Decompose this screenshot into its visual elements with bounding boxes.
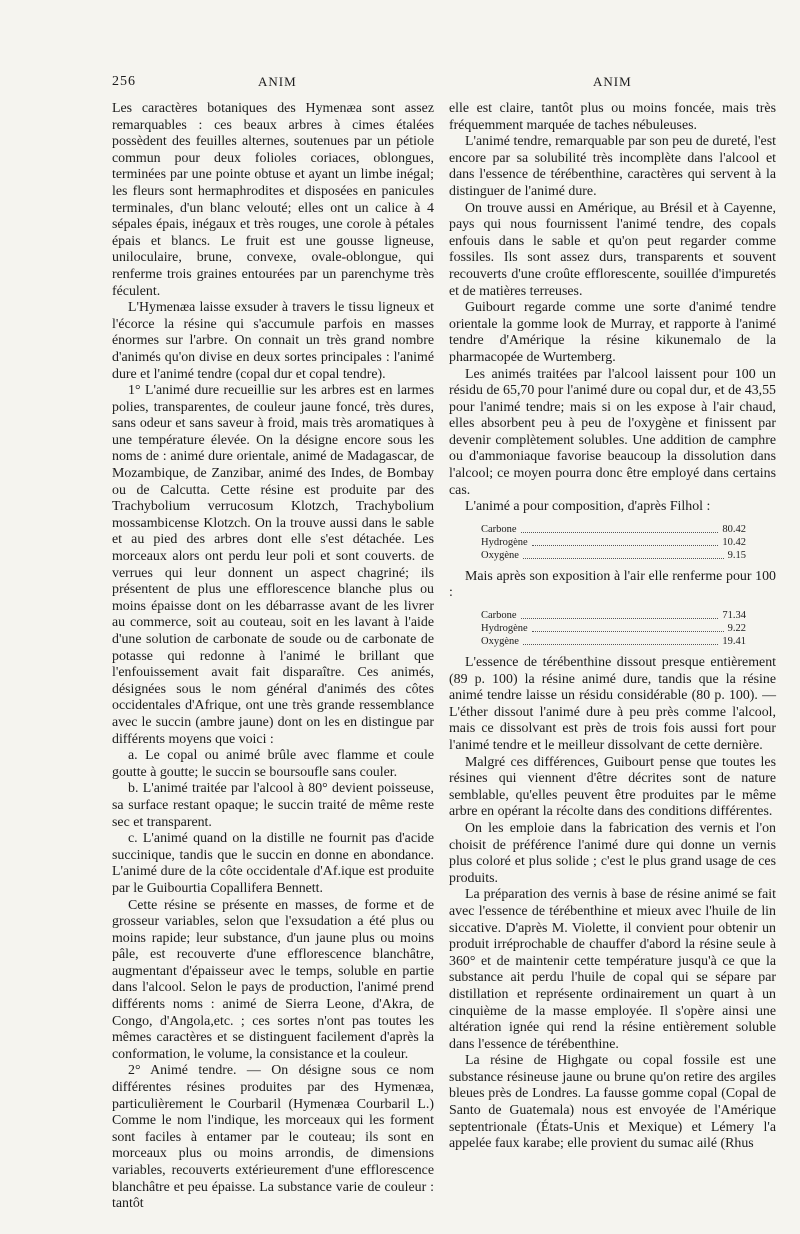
element-value: 10.42 [722, 536, 746, 548]
running-head-left: ANIM [258, 74, 297, 89]
page-number: 256 [112, 74, 136, 89]
element-value: 80.42 [722, 523, 746, 535]
paragraph: Les animés traitées par l'alcool laissent pour 100 un résidu de 65,70 pour l'animé dure ou copal dur, et de 43,55 pour l'animé tendre; mais si on les expose à l'air chaud, elles absorbent peu à peu de l'oxygène et finissent par devenir complètement solubles. Une addition de camphre ou d'ammoniaque favorise beaucoup la dissolution dans l'alcool; ce moyen pourra donc être employé dans certains cas. [449, 366, 776, 498]
paragraph: 2° Animé tendre. — On désigne sous ce nom différentes résines produites par des Hymenæa, particulièrement le Courbaril (Hymenæa Courbaril L.) Comme le nom l'indique, les morceaux qui les forment sont faciles à entamer par le couteau; ils sont en morceaux plus ou moins arrondis, de dimensions variables, recouverts extérieurement d'une efflorescence blanchâtre et peu épaisse. La substance varie de couleur : tantôt [112, 1063, 434, 1212]
element-label: Oxygène [481, 549, 519, 561]
left-column [112, 101, 434, 1213]
paragraph: c. L'animé quand on la distille ne fournit pas d'acide succinique, tandis que le succin en donne en abondance. L'animé dure de la côte occidentale d'Af.ique est produite par le Guibourtia Copallifera Bennett. [112, 831, 434, 896]
element-value: 19.41 [722, 636, 746, 648]
paragraph: Les caractères botaniques des Hymenæa sont assez remarquables : ces beaux arbres à cimes étalées possèdent des feuilles alternes, soutenues par un pétiole commun pour deux folioles coriaces, oblongues, terminées par une pointe obtuse et ayant un limbe inégal; les fleurs sont hermaphrodites et disposées en panicules terminales, d'un blanc velouté; elles ont un calice à 4 sépales épais, inégaux et très rouges, une corole à pétales épais et blancs. Le fruit est une gousse ligneuse, uniloculaire, brune, convexe, ovale-oblongue, qui renferme trois graines entourées par un parenchyme très féculent. [112, 101, 434, 299]
paragraph: On les emploie dans la fabrication des vernis et l'on choisit de préférence l'animé dure qui donne un vernis plus coloré et plus solide ; c'est le plus grand usage de ces produits. [449, 820, 776, 886]
leader-dots [521, 523, 719, 533]
paragraph: Guibourt regarde comme une sorte d'animé tendre orientale la gomme look de Murray, et rapporte à l'animé tendre d'Amérique la résine kikunemalo de la pharmacopée de Wurtemberg. [449, 300, 776, 365]
element-value: 71.34 [722, 610, 746, 622]
composition-row [481, 609, 746, 622]
leader-dots [532, 536, 719, 546]
element-label: Carbone [481, 610, 517, 622]
leader-dots [532, 622, 724, 632]
leader-dots [521, 609, 719, 619]
element-label: Oxygène [481, 636, 519, 648]
composition-row [481, 523, 746, 536]
paragraph: 1° L'animé dure recueillie sur les arbres est en larmes polies, transparentes, de couleur jaune foncé, très dures, sans odeur et sans saveur à froid, mais très aromatiques à une température élevée. On la désigne encore sous les noms de : animé dure orientale, animé de Madagascar, de Mozambique, de Zanzibar, animé des Indes, de Bombay ou de Calcutta. Cette résine est produite par des Trachybolium verrucosum Klotzch, Trachybolium mossambicense Klotzch. On la trouve aussi dans le sable et au pied des arbres dont elle s'est détachée. Les morceaux alors ont perdu leur poli et sont couverts. de verrues qui leur donnent un aspect chagriné; ils présentent de plus une efflorescence blanche plus ou moins épaisse dont on les débarrasse avant de les livrer au commerce, soit au couteau, soit en les lavant à l'aide d'une solution de carbonate de soude ou de carbonate de potasse qui redonne à l'animé le brillant que l'enfouissement avait fait disparaître. Ces animés, désignées sous le nom général d'animés des côtes occidentales d'Afrique, ont une très grande ressemblance avec le succin (ambre jaune) dont on les en distingue par différents moyens que voici : [112, 383, 434, 747]
composition-row [481, 622, 746, 635]
paragraph: L'animé tendre, remarquable par son peu de dureté, l'est encore par sa solubilité très incomplète dans l'alcool et dans l'essence de térébenthine, caractères qui servent à la distinguer de l'animé dure. [449, 134, 776, 199]
leader-dots [523, 635, 718, 645]
paragraph: Mais après son exposition à l'air elle renferme pour 100 : [449, 568, 776, 601]
page-header [0, 74, 800, 94]
paragraph: La résine de Highgate ou copal fossile est une substance résineuse jaune ou brune qu'on retire des argiles bleues près de Londres. La fausse gomme copal (Copal de Santo de Guatemala) nous est envoyée de l'Amérique septentrionale (États-Unis et Mexique) et Lémery l'a appelée faux karabe; elle provient du sumac ailé (Rhus [449, 1053, 776, 1152]
paragraph: Cette résine se présente en masses, de forme et de grosseur variables, selon que l'exsudation a été plus ou moins rapide; leur substance, d'un jaune plus ou moins pâle, est recouverte d'une efflorescence blanchâtre, augmentant d'épaisseur avec le temps, soluble en partie dans l'alcool. Selon le pays de production, l'animé prend différents noms : animé de Sierra Leone, d'Akra, de Congo, d'Angola,etc. ; ces sortes n'ont pas toutes les mêmes caractères et se distinguent facilement d'après la conformation, le volume, la consistance et la couleur. [112, 897, 434, 1062]
composition-row [481, 549, 746, 562]
paragraph: L'essence de térébenthine dissout presque entièrement (89 p. 100) la résine animé dure, tandis que la résine animé tendre laisse un résidu considérable (80 p. 100). — L'éther dissout l'animé dure à peu près comme l'alcool, mais ce dissolvant est près de trois fois aussi fort pour l'animé tendre et le meilleur dissolvant de cette dernière. [449, 655, 776, 753]
element-value: 9.15 [727, 549, 746, 561]
element-label: Hydrogène [481, 536, 528, 548]
composition-table-2 [481, 609, 746, 648]
paragraph: b. L'animé traitée par l'alcool à 80° devient poisseuse, sa surface restant opaque; le succin traité de même reste sec et transparent. [112, 781, 434, 830]
paragraph: elle est claire, tantôt plus ou moins foncée, mais très fréquemment marquée de taches nébuleuses. [449, 101, 776, 133]
paragraph: L'animé a pour composition, d'après Filhol : [465, 499, 711, 515]
paragraph: a. Le copal ou animé brûle avec flamme et coule goutte à goutte; le succin se boursoufle sans couler. [112, 748, 434, 780]
composition-row [481, 536, 746, 549]
paragraph: L'Hymenæa laisse exsuder à travers le tissu ligneux et l'écorce la résine qui s'accumule parfois en masses énormes sur l'arbre. On connait un très grand nombre d'animés qu'on divise en deux sortes principales : l'animé dure et l'animé tendre (copal dur et copal tendre). [112, 300, 434, 382]
paragraph: On trouve aussi en Amérique, au Brésil et à Cayenne, pays qui nous fournissent l'animé tendre, des copals enfouis dans le sable et qu'on peut regarder comme fossiles. Ils sont assez durs, transparents et souvent recouverts d'une croûte efflorescente, souillée d'impuretés et de matières terreuses. [449, 200, 776, 299]
element-label: Carbone [481, 523, 517, 535]
composition-row [481, 635, 746, 648]
element-value: 9.22 [727, 623, 746, 635]
composition-table-1 [481, 523, 746, 562]
paragraph: La préparation des vernis à base de résine animé se fait avec l'essence de térébenthine et mieux avec l'huile de lin siccative. D'après M. Violette, il convient pour obtenir un produit irréprochable de chauffer d'abord la résine seule à 360° et de maintenir cette température jusqu'à ce que la substance ait perdu l'huile de copal qui se sépare par distillation et représente ordinairement un quart à un cinquième de la masse employée. Il s'opère ainsi une altération ignée qui rend la résine entièrement soluble dans l'essence de térébenthine. [449, 887, 776, 1052]
paragraph: Malgré ces différences, Guibourt pense que toutes les résines qui viennent d'être décrites sont de nature semblable, qu'elles peuvent être produites par le même arbre en opérant la récolte dans des conditions différentes. [449, 754, 776, 820]
leader-dots [523, 549, 724, 559]
element-label: Hydrogène [481, 623, 528, 635]
running-head-right: ANIM [593, 74, 632, 89]
right-column [449, 101, 776, 1153]
